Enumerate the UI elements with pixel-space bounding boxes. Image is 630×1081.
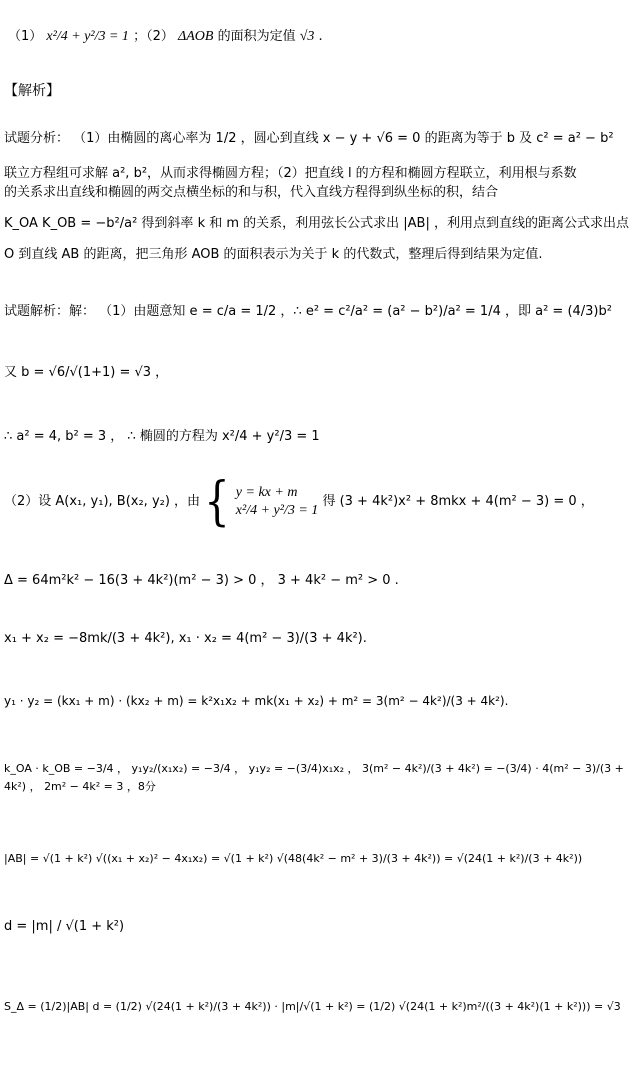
analysis-line-4: K_OA K_OB = −b²/a² 得到斜率 k 和 m 的关系，利用弦长公式求出 |AB| ，利用点到直线的距离公式求出点 — [4, 216, 629, 231]
answer-triangle: ΔAOB — [177, 29, 214, 44]
solution-step-9: |AB| = √(1 + k²) √((x₁ + x₂)² − 4x₁x₂) = √(1 + k²) √(48(4k² − m² + 3)/(3 + 4k²)) = √(24(1 + k²)/(3 + 4k²)) — [4, 852, 583, 865]
solution-step-1: （1）由题意知 e = c/a = 1/2 ，∴ e² = c²/a² = (a² − b²)/a² = 1/4 ，即 a² = (4/3)b² — [99, 304, 612, 319]
solution-step-5: Δ = 64m²k² − 16(3 + 4k²)(m² − 3) > 0 ， 3 + 4k² − m² > 0 . — [4, 573, 399, 588]
equation-system — [236, 484, 319, 520]
solution-step-2: 又 b = √6/√(1+1) = √3 ， — [4, 365, 169, 380]
solution-step-7: y₁ · y₂ = (kx₁ + m) · (kx₂ + m) = k²x₁x₂ + mk(x₁ + x₂) + m² = 3(m² − 4k²)/(3 + 4k²). — [4, 694, 509, 708]
solution-step-8-main: k_OA · k_OB = −3/4 ， y₁y₂/(x₁x₂) = −3/4 ， y₁y₂ = −(3/4)x₁x₂ ， 3(m² − 4k²)/(3 + 4k²) = −(3/4) · 4(m² − 3)/(3 + 4k²) ， 2m² − 4k² = 3 — [4, 762, 624, 793]
solution-label: 试题解析：解： — [4, 304, 96, 319]
answer-part1-equation: x²/4 + y²/3 = 1 — [46, 29, 129, 44]
solution-step-4 — [4, 472, 594, 542]
analysis-heading: 【解析】 — [4, 83, 60, 99]
system-eq-2: x²/4 + y²/3 = 1 — [235, 503, 319, 518]
analysis-line-5: O 到直线 AB 的距离，把三角形 AOB 的面积表示为关于 k 的代数式，整理后得到结果为定值. — [4, 247, 543, 262]
answer-end: . — [318, 29, 323, 44]
solution-step-4b: 得 (3 + 4k²)x² + 8mkx + 4(m² − 3) = 0 ， — [322, 494, 594, 509]
answer-part2-value: √3 — [299, 29, 315, 44]
solution-step-8 — [4, 760, 626, 796]
analysis-text-1: （1）由椭圆的离心率为 1/2 ，圆心到直线 x − y + √6 = 0 的距离为等于 b 及 c² = a² − b² — [73, 131, 614, 146]
answer-line — [8, 28, 323, 46]
analysis-line-3: 的关系求出直线和椭圆的两交点横坐标的和与积，代入直线方程得到纵坐标的积，结合 — [4, 185, 499, 200]
analysis-line-2: 联立方程组可求解 a², b²，从而求得椭圆方程；（2）把直线 l 的方程和椭圆方程联立，利用根与系数 — [4, 166, 577, 181]
solution-step-10: d = |m| / √(1 + k²) — [4, 919, 125, 934]
solution-step-6: x₁ + x₂ = −8mk/(3 + 4k²), x₁ · x₂ = 4(m² − 3)/(3 + 4k²). — [4, 631, 367, 646]
solution-step-4a: （2）设 A(x₁, y₁), B(x₂, y₂) ，由 — [4, 494, 201, 509]
answer-separator: ；（2） — [133, 29, 174, 44]
left-brace: { — [204, 472, 230, 532]
analysis-label: 试题分析： — [4, 131, 70, 146]
solution-step-3: ∴ a² = 4, b² = 3 ， ∴ 椭圆的方程为 x²/4 + y²/3 = 1 — [4, 429, 320, 444]
answer-part2-text: 的面积为定值 — [217, 29, 296, 44]
answer-prefix: （1） — [8, 29, 43, 44]
solution-line-1 — [4, 303, 612, 321]
solution-step-8-tail: ，8分 — [126, 780, 156, 793]
analysis-line-1 — [4, 130, 614, 148]
system-eq-1: y = kx + m — [235, 485, 298, 500]
solution-step-11: S_Δ = (1/2)|AB| d = (1/2) √(24(1 + k²)/(3 + 4k²)) · |m|/√(1 + k²) = (1/2) √(24(1 + k²)m²/((3 + 4k²)(1 + k²))) = √3 — [4, 1000, 621, 1013]
